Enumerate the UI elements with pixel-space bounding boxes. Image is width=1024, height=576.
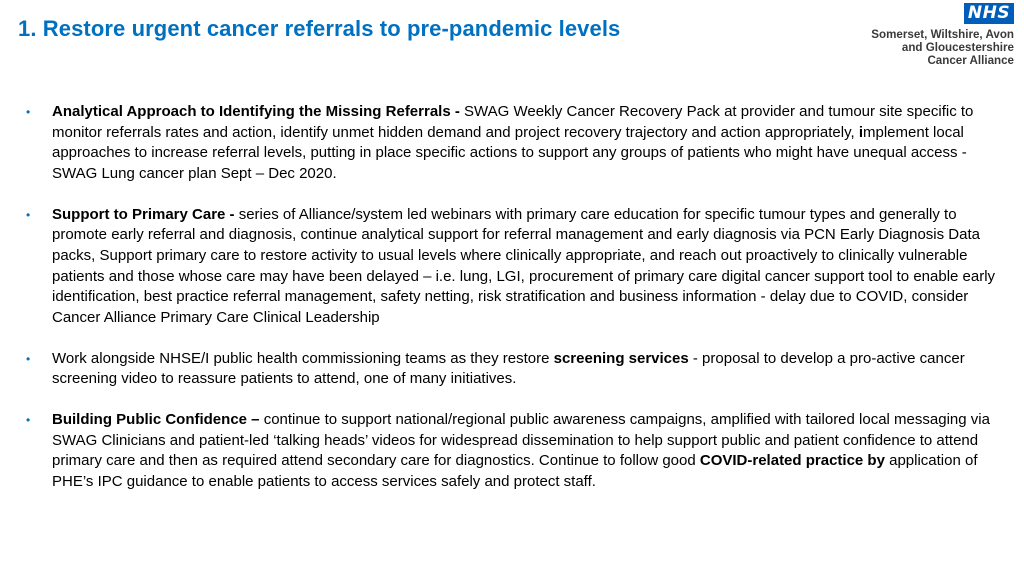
bullet-bold-letter: i: [858, 123, 863, 141]
bullet-list: [26, 102, 1000, 513]
cancer-alliance-logo: [852, 3, 1018, 67]
page-title: 1. Restore urgent cancer referrals to pre-pandemic levels: [18, 16, 621, 41]
bullet-text-continued: mplement local approaches to increase referral levels, putting in place specific actions to support any groups of patients who might have unequal access - SWAG Lung cancer plan Sept – Dec 2020.: [52, 123, 967, 182]
nhs-logo-badge: NHS: [964, 3, 1014, 24]
bullet-bold-phrase: COVID-related practice by: [699, 452, 885, 470]
bullet-bold-phrase: screening services: [553, 349, 689, 367]
bullet-text-continued: - proposal to develop a pro-active cancer screening video to reassure patients to attend, one of many initiatives.: [52, 349, 965, 388]
bullet-marker: •: [26, 413, 31, 428]
bullet-heading: Support to Primary Care -: [52, 205, 239, 223]
organisation-name-line-3: Cancer Alliance: [927, 54, 1014, 67]
bullet-screening-services: [26, 349, 1000, 390]
bullet-text: Work alongside NHSE/I public health commissioning teams as they restore: [52, 349, 554, 367]
bullet-public-confidence: [26, 410, 1000, 492]
organisation-name-line-2: and Gloucestershire: [901, 41, 1014, 54]
bullet-text-continued: application of PHE’s IPC guidance to enable patients to access services safely and protect staff.: [52, 452, 978, 491]
organisation-name-line-1: Somerset, Wiltshire, Avon: [871, 28, 1014, 41]
bullet-text: SWAG Weekly Cancer Recovery Pack at provider and tumour site specific to monitor referrals rates and action, identify unmet hidden demand and project recovery trajectory and action appropriately,: [52, 103, 974, 141]
bullet-heading: Building Public Confidence –: [52, 411, 264, 429]
bullet-heading: Analytical Approach to Identifying the Missing Referrals -: [52, 103, 465, 120]
bullet-text: continue to support national/regional public awareness campaigns, amplified with tailored local messaging via SWAG Clinicians and patient-led ‘talking heads’ videos for widespread dissemination to help support public and patient confidence to attend primary care and then as required attend secondary care for diagnostics. Continue to follow good: [52, 411, 990, 470]
bullet-marker: •: [26, 207, 31, 222]
bullet-text: series of Alliance/system led webinars with primary care education for specific tumour types and generally to promote early referral and diagnosis, continue analytical support for referral management and early diagnosis via PCN Early Diagnosis Data packs, Support primary care to restore activity to usual levels where clinically appropriate, and reach out proactively to clinically vulnerable patients and those whose care may have been delayed – i.e. lung, LGI, procurement of primary care digital cancer support tool to enable early identification, best practice referral management, safety netting, risk stratification and business information - delay due to COVID, consider Cancer Alliance Primary Care Clinical Leadership: [52, 205, 996, 326]
bullet-marker: •: [26, 105, 31, 119]
bullet-primary-care: [26, 205, 1000, 329]
organisation-name: [871, 28, 1014, 67]
bullet-marker: •: [26, 351, 31, 366]
bullet-analytical-approach: [26, 102, 1000, 184]
